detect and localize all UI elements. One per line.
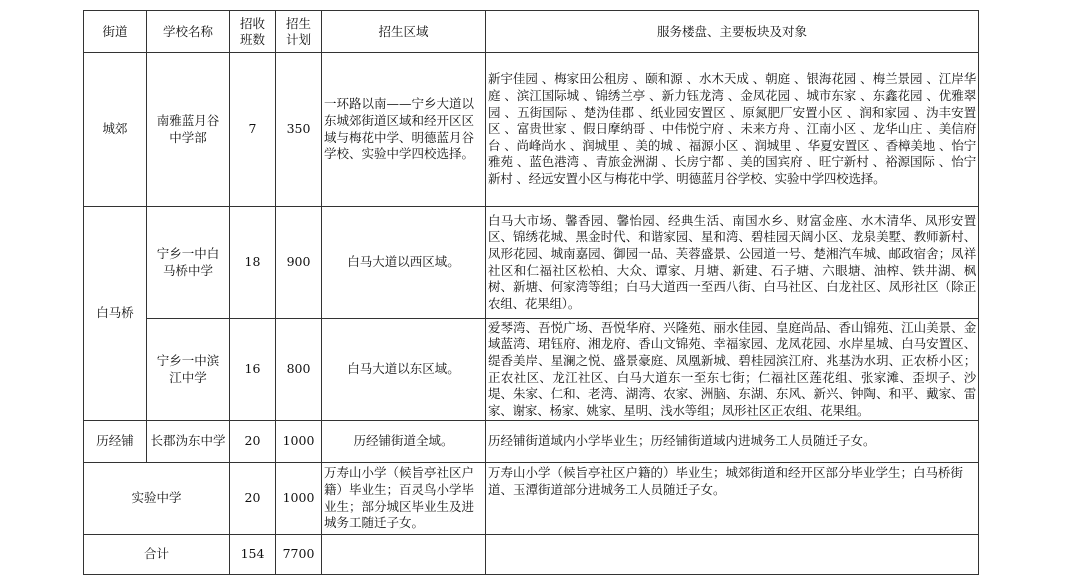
total-service [486, 535, 979, 575]
header-classes: 招收班数 [230, 11, 276, 53]
header-street: 街道 [84, 11, 147, 53]
table-row [84, 53, 979, 207]
header-row [84, 11, 979, 53]
street-cell: 白马桥 [84, 207, 147, 421]
plan-cell: 1000 [276, 421, 322, 463]
area-cell: 万寿山小学（候旨亭社区户籍）毕业生；百灵鸟小学毕业生；部分城区毕业生及进城务工随迁子女。 [322, 463, 486, 535]
total-row [84, 535, 979, 575]
service-cell: 新宇佳园 、梅家田公租房 、颐和源 、水木天成 、朝庭 、银海花园 、梅兰景园 、江岸华庭 、滨江国际城 、锦绣兰亭 、新力钰龙湾 、金凤花园 、城市东家 、东鑫花园 、优雅翠园 、五街国际 、楚沩佳郡 、纸业园安置区 、原氮肥厂安置小区 、润和家园 、沩丰安置区 、富贵世家 、假日摩纳哥 、中伟悦宁府 、未来方舟 、江南小区 、龙华山庄 、美信府台 、尚峰尚水 、润城里 、美的城 、福源小区 、润城里 、华夏安置区 、香樟美地 、怡宁雅苑 、蓝色港湾 、青旅金洲湖 、长房宁都 、美的国宾府 、旺宁新村 、裕源国际 、怡宁新村 、经远安置小区与梅花中学、明德蓝月谷学校、实验中学四校选择。 [486, 53, 979, 207]
table-row [84, 463, 979, 535]
header-plan: 招生计划 [276, 11, 322, 53]
service-cell: 白马大市场、馨香园、馨怡园、经典生活、南国水乡、财富金座、水木清华、凤形安置区、锦绣花城、黑金时代、和谐家园、星和湾、碧桂园天阔小区、龙泉美墅、教师新村、凤形花园、城南嘉园、御园一品、芙蓉盛景、公园道一号、楚湘汽车城、邮政宿舍；凤祥社区和仁福社区松柏、大众、谭家、月塘、新建、石子塘、六眼塘、油榨、铁井湖、枫树、新塘、何家湾等组；白马大道西一至西八街、白马社区、白龙社区、凤形社区（除正农组、花果组）。 [486, 207, 979, 319]
classes-cell: 7 [230, 53, 276, 207]
service-cell: 历经铺街道域内小学毕业生；历经铺街道域内进城务工人员随迁子女。 [486, 421, 979, 463]
area-cell: 白马大道以西区域。 [322, 207, 486, 319]
plan-cell: 900 [276, 207, 322, 319]
table-row [84, 319, 979, 421]
table-row [84, 207, 979, 319]
school-cell: 宁乡一中滨江中学 [147, 319, 230, 421]
classes-cell: 16 [230, 319, 276, 421]
school-cell: 宁乡一中白马桥中学 [147, 207, 230, 319]
plan-cell: 800 [276, 319, 322, 421]
classes-cell: 20 [230, 421, 276, 463]
enrollment-table [83, 10, 979, 575]
school-cell: 实验中学 [84, 463, 230, 535]
classes-cell: 20 [230, 463, 276, 535]
header-service: 服务楼盘、主要板块及对象 [486, 11, 979, 53]
plan-cell: 350 [276, 53, 322, 207]
area-cell: 历经铺街道全域。 [322, 421, 486, 463]
total-label: 合计 [84, 535, 230, 575]
school-cell: 南雅蓝月谷中学部 [147, 53, 230, 207]
service-cell: 爱琴湾、吾悦广场、吾悦华府、兴隆苑、丽水佳园、皇庭尚品、香山锦苑、江山美景、金域蓝湾、珺钰府、湘龙府、香山文锦苑、幸福家园、龙凤花园、水岸星城、白马安置区、缇香美岸、星澜之悦、盛景豪庭、凤凰新城、碧桂园滨江府、兆基沩水玥、正农桥小区；正农社区、龙江社区、白马大道东一至东七街；仁福社区莲花组、张家滩、歪坝子、沙堤、朱家、仁和、老湾、湖湾、农家、洲脑、东湖、东风、新兴、钟陶、和平、戴家、雷家、谢家、杨家、姚家、星明、浅水等组；凤形社区正农组、花果组。 [486, 319, 979, 421]
plan-cell: 1000 [276, 463, 322, 535]
service-cell: 万寿山小学（候旨亭社区户籍的）毕业生；城郊街道和经开区部分毕业学生；白马桥街道、玉潭街道部分进城务工人员随迁子女。 [486, 463, 979, 535]
total-classes: 154 [230, 535, 276, 575]
table-row [84, 421, 979, 463]
header-school: 学校名称 [147, 11, 230, 53]
header-area: 招生区域 [322, 11, 486, 53]
area-cell: 白马大道以东区域。 [322, 319, 486, 421]
street-cell: 城郊 [84, 53, 147, 207]
classes-cell: 18 [230, 207, 276, 319]
school-cell: 长郡沩东中学 [147, 421, 230, 463]
total-area [322, 535, 486, 575]
area-cell: 一环路以南——宁乡大道以东城郊街道区域和经开区区域与梅花中学、明德蓝月谷学校、实验中学四校选择。 [322, 53, 486, 207]
total-plan: 7700 [276, 535, 322, 575]
street-cell: 历经铺 [84, 421, 147, 463]
